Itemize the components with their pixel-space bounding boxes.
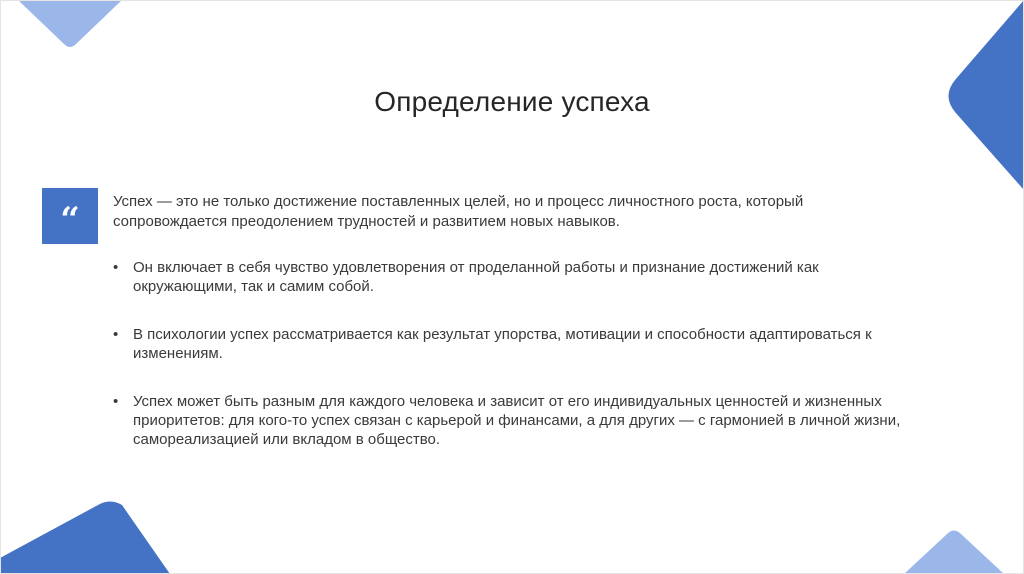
bullet-item: [113, 258, 913, 296]
bullet-item: [113, 392, 913, 449]
quote-icon: [42, 188, 98, 244]
bullet-marker: •: [113, 259, 119, 276]
quote-mark-glyph: “: [60, 200, 80, 240]
bullet-marker: •: [113, 393, 119, 410]
bullet-text: В психологии успех рассматривается как результат упорства, мотивации и способности адаптироваться к изменениям.: [133, 326, 872, 362]
intro-text: Успех — это не только достижение поставленных целей, но и процесс личностного роста, который сопровождается преодолением трудностей и развитием новых навыков.: [113, 193, 804, 230]
bullet-marker: •: [113, 326, 119, 343]
bullet-text: Он включает в себя чувство удовлетворения от проделанной работы и признание достижений как окружающими, так и самим собой.: [133, 259, 819, 295]
bullet-item: [113, 325, 913, 363]
slide-title: Определение успеха: [374, 86, 650, 117]
bullet-text: Успех может быть разным для каждого человека и зависит от его индивидуальных ценностей и жизненных приоритетов: для кого-то успех связан с карьерой и финансами, а для других — с гармонией в личной жизни, самореализацией или вкладом в общество.: [133, 393, 901, 448]
bullet-list: [113, 258, 913, 478]
